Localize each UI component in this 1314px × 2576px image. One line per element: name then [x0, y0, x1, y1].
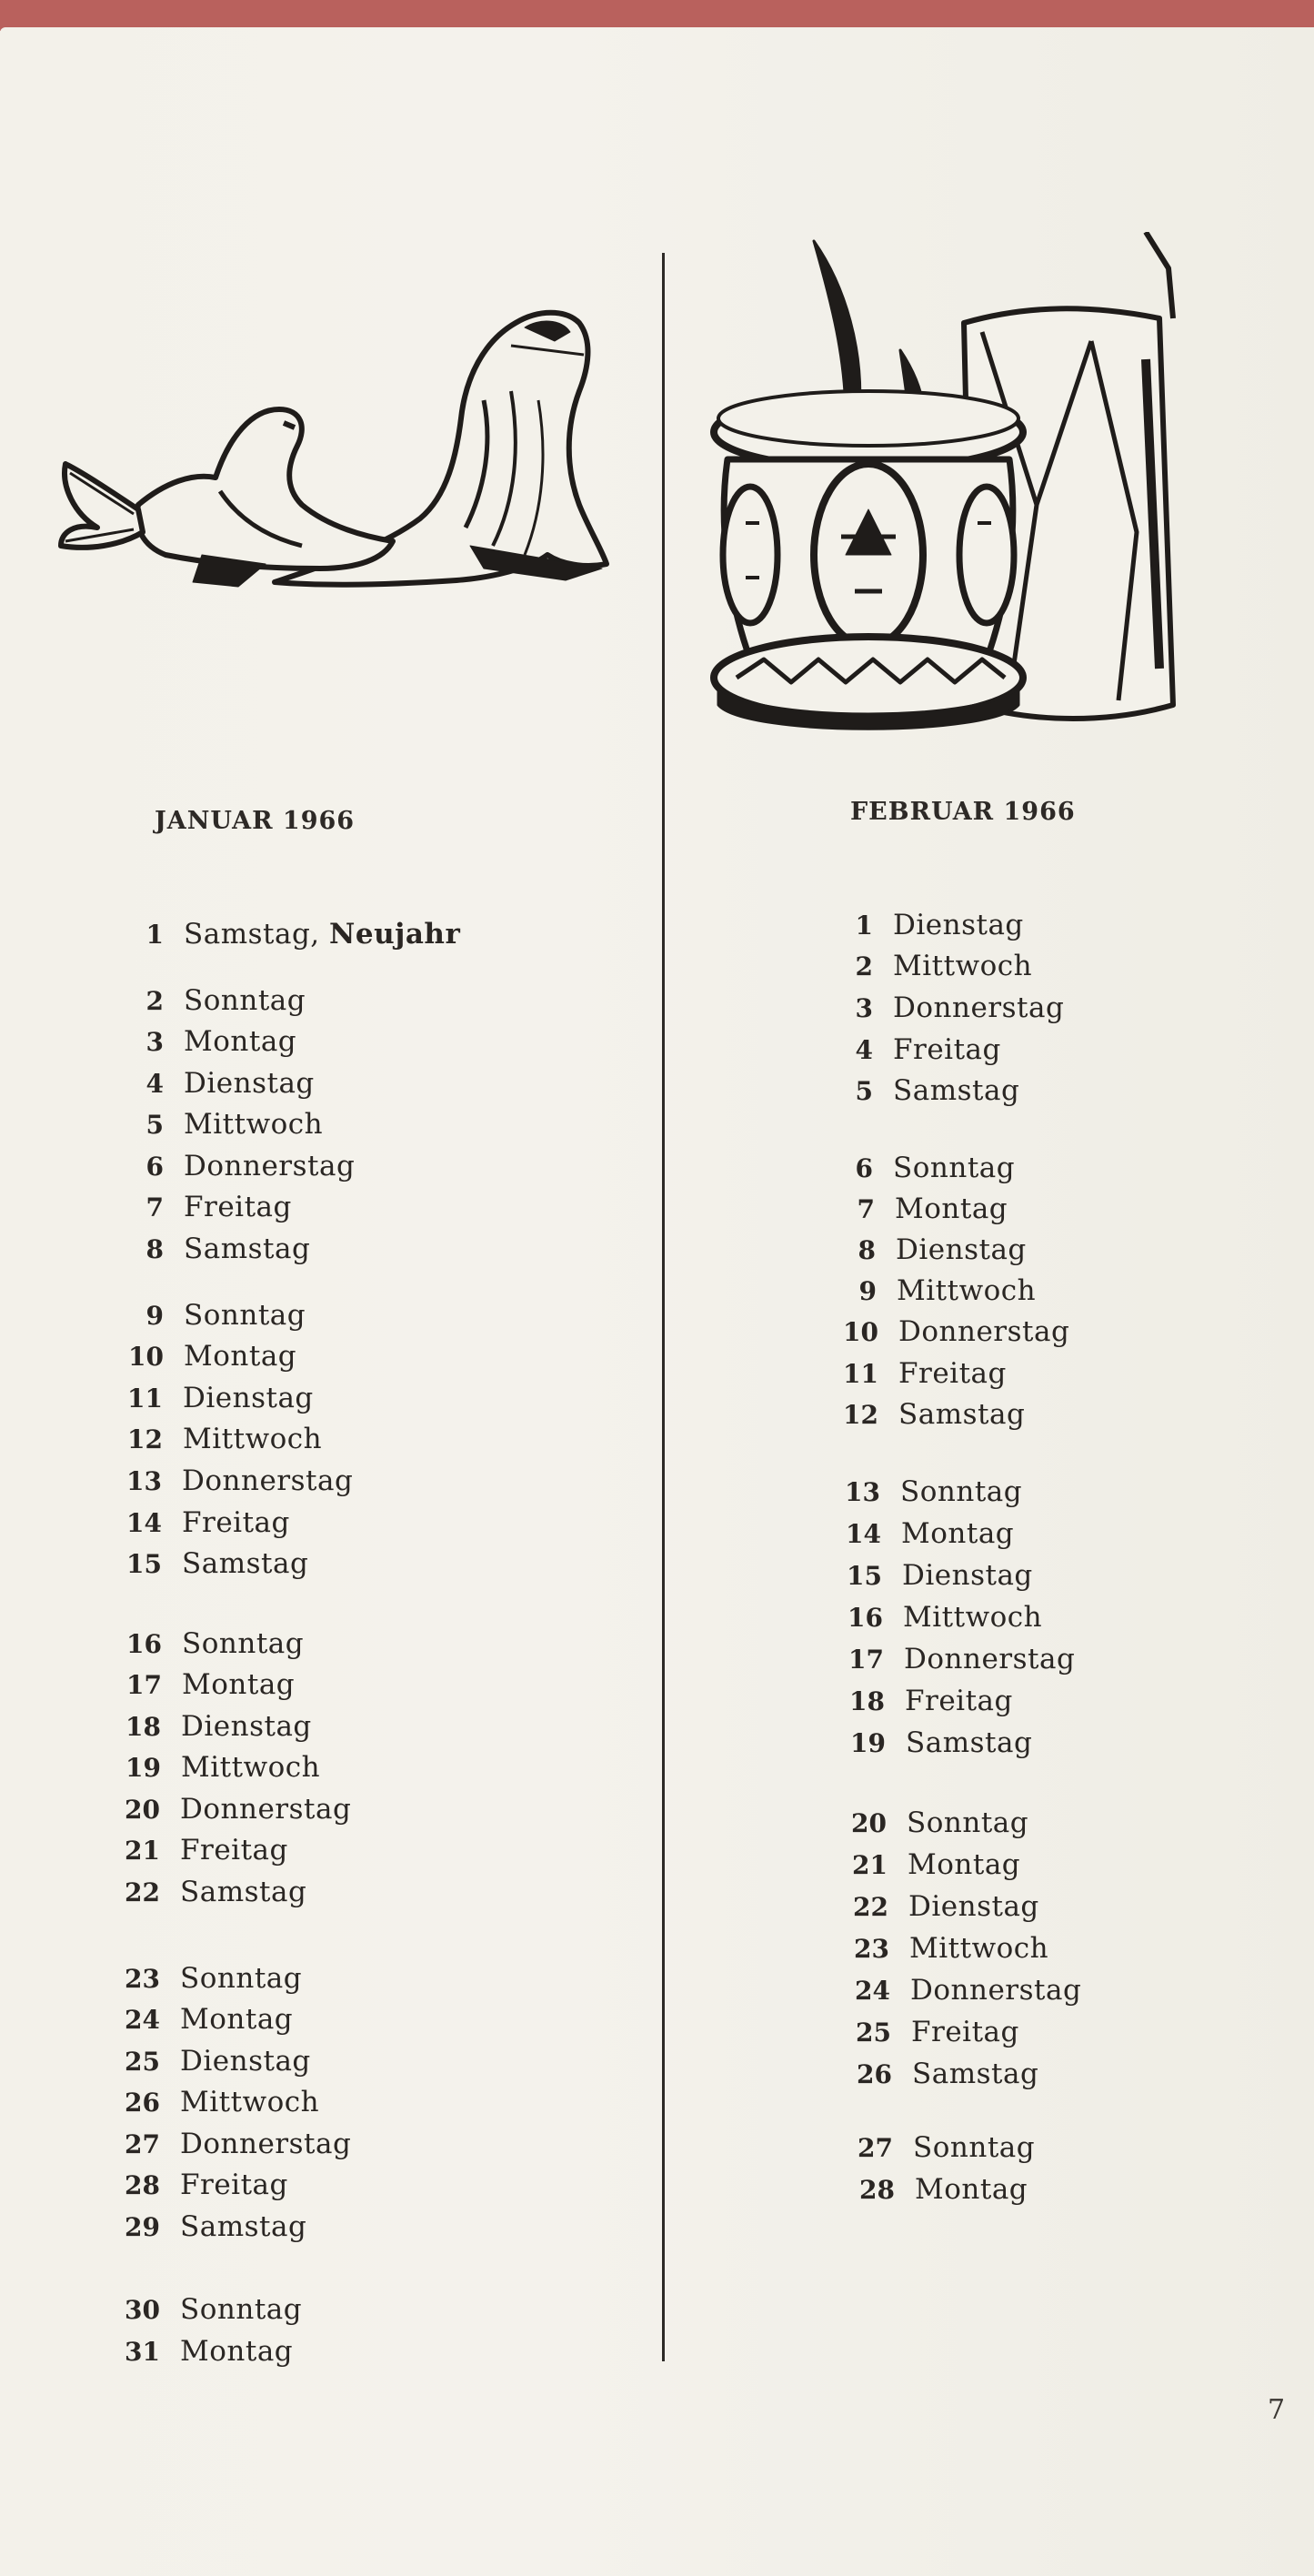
day-name: Samstag	[182, 1547, 309, 1580]
day-name: Mittwoch	[893, 950, 1033, 982]
day-number: 16	[126, 1628, 162, 1659]
day-row	[831, 1723, 1032, 1763]
day-name: Montag	[184, 1025, 297, 1058]
day-name: Sonntag	[893, 1152, 1016, 1184]
day-number: 6	[145, 1151, 164, 1182]
day-number: 18	[849, 1685, 885, 1716]
day-number: 22	[125, 1877, 160, 1907]
day-name: Donnerstag	[904, 1643, 1076, 1675]
day-row	[109, 1063, 315, 1103]
day-number: 14	[846, 1518, 881, 1549]
day-number: 8	[145, 1233, 164, 1264]
day-name: Mittwoch	[184, 1108, 324, 1141]
day-row	[826, 1472, 1022, 1512]
day-number: 31	[125, 2336, 160, 2367]
day-row	[832, 1803, 1028, 1843]
day-number: 6	[855, 1152, 873, 1183]
day-name: Sonntag	[180, 1962, 303, 1995]
day-number: 24	[125, 2004, 160, 2035]
day-name: Donnerstag	[910, 1974, 1082, 2007]
day-name: Donnerstag	[180, 1793, 352, 1826]
day-row	[105, 2041, 311, 2081]
day-number: 15	[847, 1560, 882, 1591]
day-name: Dienstag	[893, 909, 1024, 941]
day-number: 29	[125, 2211, 160, 2242]
day-name: Mittwoch	[903, 1601, 1043, 1634]
day-row	[827, 1514, 1014, 1554]
day-row	[834, 1887, 1039, 1927]
day-row	[818, 905, 1024, 945]
day-name: Donnerstag	[182, 1464, 354, 1497]
day-name: Sonntag	[907, 1806, 1029, 1839]
day-number: 27	[858, 2132, 893, 2163]
day-number: 23	[125, 1963, 160, 1994]
day-name: Donnerstag	[893, 991, 1065, 1024]
day-row	[108, 1378, 314, 1418]
day-row	[105, 2082, 319, 2122]
day-name: Samstag	[180, 2210, 307, 2243]
day-number: 9	[145, 1300, 164, 1331]
day-number: 12	[127, 1424, 163, 1454]
january-title: JANUAR 1966	[155, 807, 356, 835]
day-name: Freitag	[911, 2016, 1019, 2048]
day-row	[106, 1706, 312, 1746]
day-name: Mittwoch	[180, 2086, 320, 2118]
day-row	[818, 988, 1064, 1028]
day-row	[836, 1970, 1081, 2010]
day-row	[835, 1928, 1048, 1968]
day-name: Samstag	[893, 1074, 1020, 1107]
day-name: Freitag	[905, 1685, 1013, 1717]
day-number: 15	[126, 1548, 162, 1579]
day-number: 26	[125, 2087, 160, 2118]
day-name: Freitag	[898, 1357, 1007, 1390]
day-row	[105, 2207, 306, 2247]
day-row	[107, 1503, 290, 1543]
day-name: Dienstag	[184, 1067, 315, 1100]
day-number: 1	[855, 910, 873, 941]
day-number: 1	[145, 919, 164, 950]
day-number: 21	[852, 1849, 888, 1880]
sea-lions-woodcut-icon	[56, 291, 611, 591]
day-number: 8	[858, 1234, 876, 1265]
day-number: 20	[125, 1794, 160, 1825]
day-number: 12	[843, 1399, 878, 1430]
day-number: 16	[848, 1602, 883, 1633]
day-number: 2	[145, 985, 164, 1016]
day-row	[818, 1030, 1001, 1070]
day-row	[840, 2169, 1028, 2209]
day-number: 17	[126, 1669, 162, 1700]
day-name: Samstag, Neujahr	[184, 918, 461, 951]
day-row	[109, 1295, 306, 1335]
day-number: 23	[854, 1933, 889, 1964]
day-row	[828, 1555, 1033, 1595]
day-number: 22	[853, 1891, 888, 1922]
day-number: 11	[127, 1383, 163, 1414]
day-row	[107, 1461, 353, 1501]
day-row	[109, 981, 306, 1021]
day-name: Samstag	[906, 1726, 1033, 1759]
day-row	[833, 1845, 1020, 1885]
day-number: 10	[128, 1341, 164, 1372]
day-row	[837, 2012, 1019, 2052]
day-row	[105, 1830, 288, 1870]
day-row	[105, 2289, 302, 2329]
day-number: 9	[858, 1275, 877, 1306]
day-number: 19	[125, 1752, 161, 1783]
day-row	[109, 1229, 310, 1269]
day-name: Mittwoch	[183, 1423, 323, 1455]
day-row	[106, 1747, 320, 1787]
day-row	[109, 914, 460, 954]
day-row	[821, 1230, 1027, 1270]
day-name: Samstag	[180, 1876, 307, 1908]
day-number: 13	[126, 1465, 162, 1496]
day-name: Sonntag	[182, 1627, 305, 1660]
day-name: Mittwoch	[181, 1751, 321, 1784]
day-number: 20	[851, 1807, 887, 1838]
day-row	[818, 946, 1032, 986]
day-number: 27	[125, 2128, 160, 2159]
day-name: Dienstag	[908, 1890, 1039, 1923]
day-name: Sonntag	[184, 1299, 306, 1332]
day-name: Sonntag	[913, 2131, 1036, 2164]
day-name: Montag	[915, 2173, 1028, 2206]
background-edge	[0, 0, 1314, 31]
day-row	[105, 1958, 302, 1998]
day-name: Montag	[180, 2003, 294, 2036]
day-row	[818, 1071, 1019, 1111]
day-name: Dienstag	[181, 1710, 312, 1743]
day-number: 3	[855, 992, 873, 1023]
day-number: 4	[145, 1068, 164, 1099]
day-row	[818, 1148, 1015, 1188]
day-number: 4	[855, 1034, 873, 1065]
day-row	[107, 1624, 304, 1664]
day-row	[109, 1187, 292, 1227]
day-name: Montag	[182, 1668, 296, 1701]
day-row	[105, 2331, 293, 2371]
day-row	[829, 1639, 1075, 1679]
day-row	[105, 1999, 293, 2039]
day-number: 5	[855, 1075, 873, 1106]
day-number: 28	[859, 2174, 895, 2205]
day-number: 18	[125, 1711, 161, 1742]
day-name: Mittwoch	[909, 1932, 1049, 1965]
day-name: Freitag	[180, 1834, 288, 1867]
day-number: 28	[125, 2169, 160, 2200]
day-name: Montag	[908, 1848, 1021, 1881]
day-row	[822, 1271, 1036, 1311]
day-name: Dienstag	[180, 2045, 311, 2078]
day-row	[105, 1872, 306, 1912]
day-number: 25	[125, 2046, 160, 2077]
day-number: 7	[145, 1192, 164, 1223]
day-number: 5	[145, 1109, 164, 1140]
day-name: Montag	[895, 1192, 1008, 1225]
day-row	[108, 1419, 322, 1459]
day-name: Samstag	[184, 1233, 311, 1265]
day-row	[107, 1544, 308, 1584]
day-name: Sonntag	[900, 1475, 1023, 1508]
day-row	[838, 2054, 1038, 2094]
day-name: Montag	[901, 1517, 1015, 1550]
day-row	[824, 1394, 1025, 1434]
day-number: 7	[857, 1193, 875, 1224]
day-name: Freitag	[180, 2168, 288, 2201]
day-number: 21	[125, 1835, 160, 1866]
day-number: 17	[848, 1644, 884, 1675]
day-number: 25	[856, 2017, 891, 2048]
day-number: 26	[857, 2058, 892, 2089]
day-row	[830, 1681, 1013, 1721]
day-name: Montag	[180, 2335, 294, 2368]
day-number: 14	[126, 1507, 162, 1538]
day-row	[824, 1353, 1007, 1394]
day-name: Freitag	[182, 1506, 290, 1539]
carved-stool-and-drum-woodcut-icon	[709, 232, 1200, 741]
day-name: Freitag	[184, 1191, 292, 1223]
day-name: Donnerstag	[898, 1315, 1070, 1348]
day-name: Donnerstag	[180, 2128, 352, 2160]
day-row	[105, 2124, 351, 2164]
day-row	[107, 1665, 295, 1705]
february-title: FEBRUAR 1966	[850, 798, 1076, 826]
day-number: 19	[850, 1727, 886, 1758]
day-row	[109, 1146, 355, 1186]
day-number: 11	[843, 1358, 878, 1389]
day-row	[820, 1189, 1008, 1229]
day-name: Dienstag	[896, 1233, 1027, 1266]
day-row	[109, 1021, 296, 1062]
day-number: 30	[125, 2294, 160, 2325]
day-name: Dienstag	[902, 1559, 1033, 1592]
day-number: 10	[843, 1316, 878, 1347]
day-name: Sonntag	[180, 2293, 303, 2326]
day-row	[105, 1789, 351, 1829]
day-number: 13	[845, 1476, 880, 1507]
page-number: 7	[1268, 2394, 1286, 2426]
day-row	[838, 2128, 1035, 2168]
day-name: Sonntag	[184, 984, 306, 1017]
day-row	[109, 1104, 323, 1144]
day-row	[824, 1312, 1069, 1352]
day-row	[109, 1336, 296, 1376]
day-name: Donnerstag	[184, 1150, 356, 1182]
day-number: 2	[855, 951, 873, 981]
day-name: Samstag	[912, 2058, 1039, 2090]
day-name: Mittwoch	[897, 1274, 1037, 1307]
day-name: Dienstag	[183, 1382, 314, 1414]
column-divider	[662, 253, 665, 2361]
day-number: 24	[855, 1975, 890, 2006]
day-name: Montag	[184, 1340, 297, 1373]
day-row	[105, 2165, 288, 2205]
day-row	[828, 1597, 1042, 1637]
day-name: Freitag	[893, 1033, 1001, 1066]
day-number: 3	[145, 1026, 164, 1057]
day-name: Samstag	[898, 1398, 1026, 1431]
